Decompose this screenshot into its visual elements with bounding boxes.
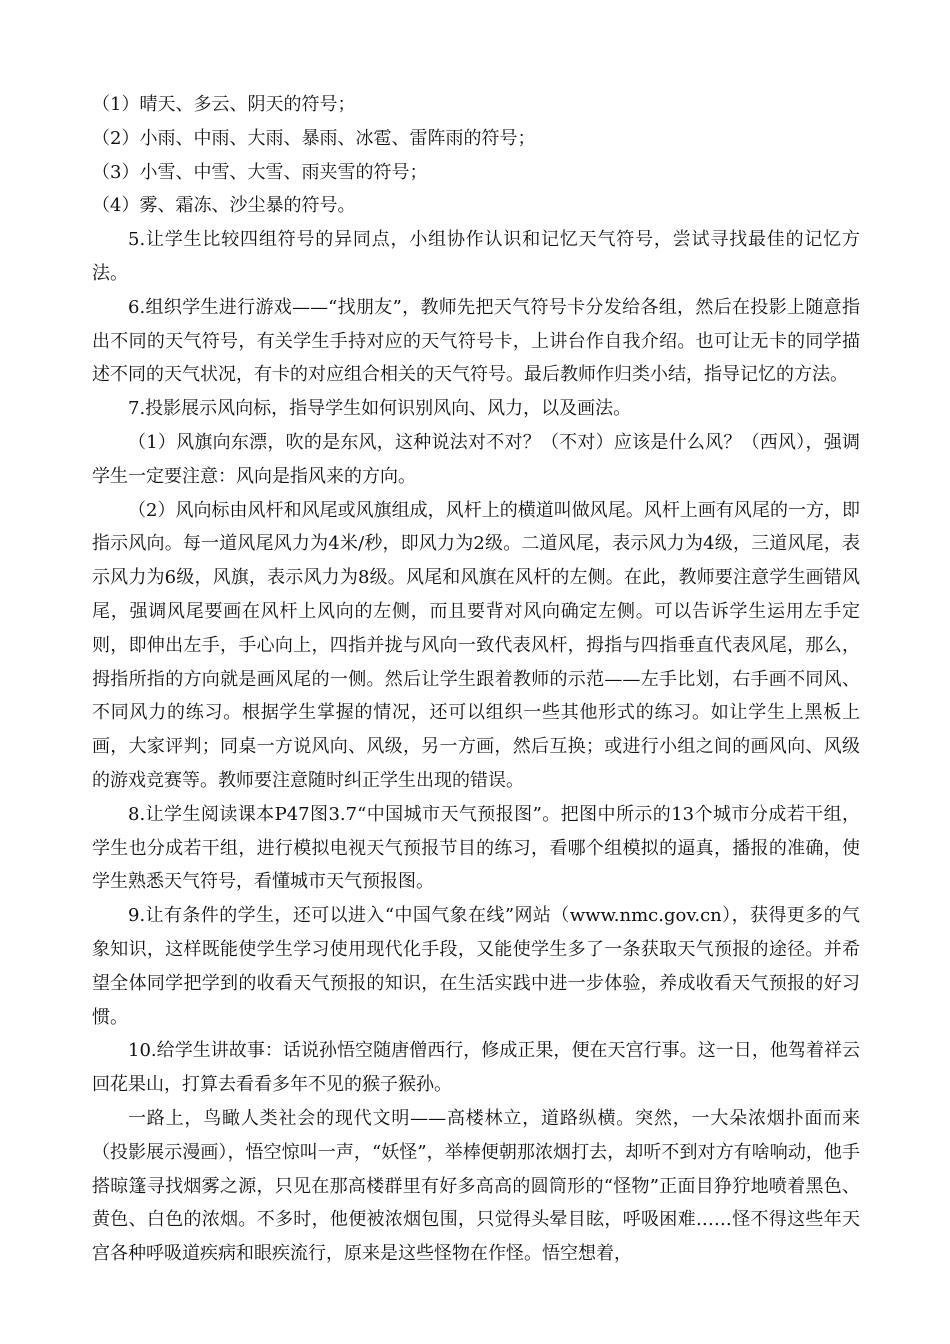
step-7-point-2: （2）风向标由风杆和风尾或风旗组成，风杆上的横道叫做风尾。风杆上画有风尾的一方，即指示风向。每一道风尾风力为4米/秒，即风力为2级。二道风尾，表示风力为4级，三道风尾，表示风力为6级，风旗，表示风力为8级。风尾和风旗在风杆的左侧。在此，教师要注意学生画错风尾，强调风尾要画在风杆上风向的左侧，而且要背对风向确定左侧。可以告诉学生运用左手定则，即伸出左手，手心向上，四指并拢与风向一致代表风杆，拇指与四指垂直代表风尾，那么，拇指所指的方向就是画风尾的一侧。然后让学生跟着教师的示范——左手比划，右手画不同风、不同风力的练习。根据学生掌握的情况，还可以组织一些其他形式的练习。如让学生上黑板上画，大家评判；同桌一方说风向、风级，另一方画，然后互换；或进行小组之间的画风向、风级的游戏竞赛等。教师要注意随时纠正学生出现的错误。: [92, 499, 860, 791]
step-5-paragraph: 5.让学生比较四组符号的异同点，小组协作认识和记忆天气符号，尝试寻找最佳的记忆方法。: [92, 229, 860, 284]
step-9-paragraph: 9.让有条件的学生，还可以进入“中国气象在线”网站（www.nmc.gov.cn），获得更多的气象知识，这样既能使学生学习使用现代化手段，又能使学生多了一条获取天气预报的途径。并希望全体同学把学到的收看天气预报的知识，在生活实践中进一步体验，养成收看天气预报的好习惯。: [92, 905, 860, 1028]
step-7-paragraph: 7.投影展示风向标，指导学生如何识别风向、风力，以及画法。: [128, 398, 632, 420]
story-paragraph: 一路上，鸟瞰人类社会的现代文明——高楼林立，道路纵横。突然，一大朵浓烟扑面而来（投影展示漫画），悟空惊叫一声，“妖怪”，举棒便朝那浓烟打去，却听不到对方有啥响动，他手搭晾篷寻找烟雾之源，只见在那高楼群里有好多高高的圆筒形的“怪物”正面目狰狞地喷着黑色、黄色、白色的浓烟。不多时，他便被浓烟包围，只觉得头晕目眩，呼吸困难……怪不得这些年天宫各种呼吸道疾病和眼疾流行，原来是这些怪物在作怪。悟空想着，: [92, 1107, 860, 1265]
symbol-group-3: （3）小雪、中雪、大雪、雨夹雪的符号；: [92, 161, 428, 183]
step-10-paragraph: 10.给学生讲故事：话说孙悟空随唐僧西行，修成正果，便在天宫行事。这一日，他驾着祥云回花果山，打算去看看多年不见的猴子猴孙。: [92, 1040, 860, 1096]
symbol-group-4: （4）雾、霜冻、沙尘暴的符号。: [92, 195, 356, 217]
symbol-group-1: （1）晴天、多云、阴天的符号；: [92, 94, 356, 115]
step-7-point-1: （1）风旗向东漂，吹的是东风，这种说法对不对？（不对）应该是什么风？（西风），强调学生一定要注意：风向是指风来的方向。: [92, 431, 860, 487]
step-6-paragraph: 6.组织学生进行游戏——“找朋友”，教师先把天气符号卡分发给各组，然后在投影上随意指出不同的天气符号，有关学生手持对应的天气符号卡，上讲台作自我介绍。也可让无卡的同学描述不同的天气状况，有卡的对应组合相关的天气符号。最后教师作归类小结，指导记忆的方法。: [92, 296, 860, 386]
step-8-paragraph: 8.让学生阅读课本P47图3.7“中国城市天气预报图”。把图中所示的13个城市分成若干组，学生也分成若干组，进行模拟电视天气预报节目的练习，看哪个组模拟的逼真，播报的准确，使学生熟悉天气符号，看懂城市天气预报图。: [92, 803, 860, 893]
document-body: [92, 88, 860, 1271]
symbol-group-2: （2）小雨、中雨、大雨、暴雨、冰雹、雷阵雨的符号；: [92, 127, 536, 149]
